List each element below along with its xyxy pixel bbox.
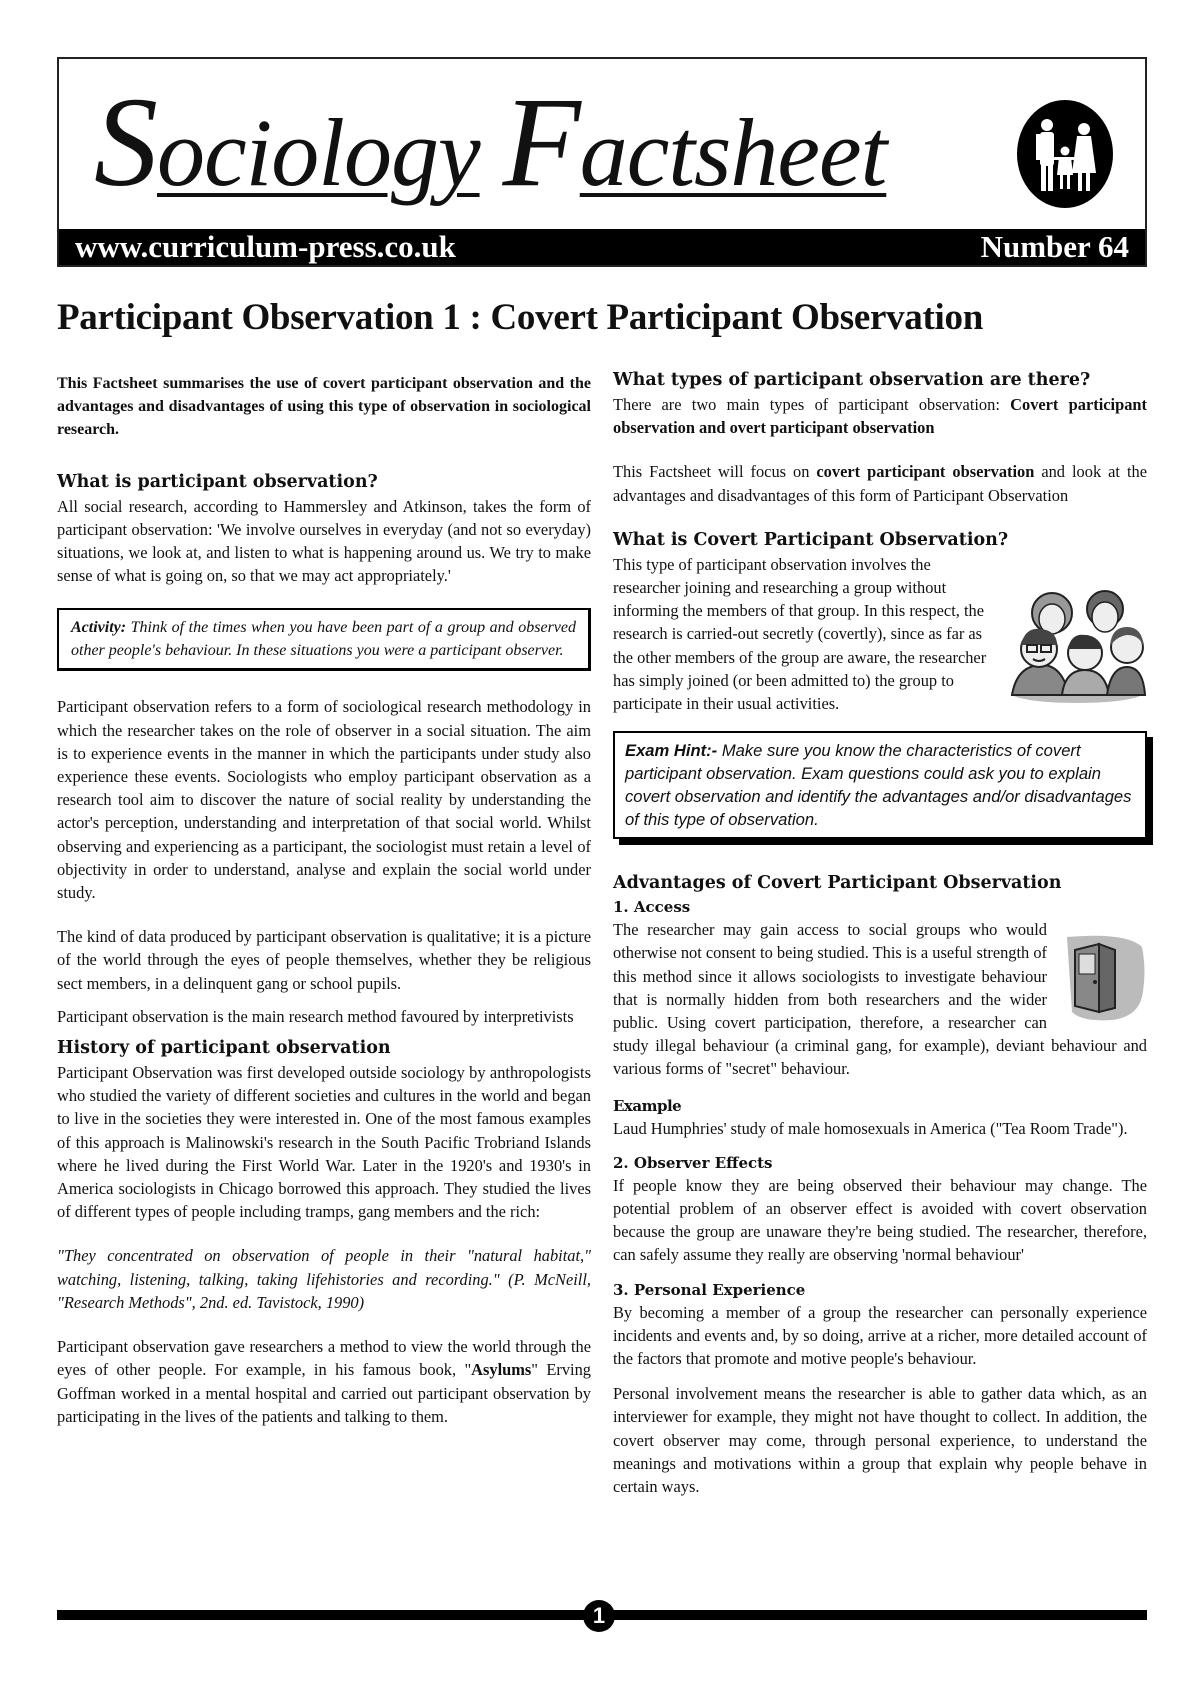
- activity-box: [57, 608, 591, 671]
- masthead-bar: [59, 229, 1145, 265]
- family-silhouette-icon: [1015, 99, 1115, 209]
- heading-types-of-po: What types of participant observation are there?: [613, 370, 1091, 390]
- focus-text-bold: covert participant observation: [816, 462, 1035, 482]
- website-link[interactable]: www.curriculum-press.co.uk: [75, 229, 456, 264]
- heading-example: Example: [613, 1096, 682, 1115]
- personal-experience-paragraph-1: By becoming a member of a group the researcher can personally experience incidents and events and, by so doing, arrive at a richer, more detailed account of the factors that promote and motive people's behaviour.: [613, 1302, 1147, 1369]
- personal-experience-paragraph-2: Personal involvement means the researcher is able to gather data which, as an interviewer for example, they might not have thought to collect. In addition, the covert observer may come, through personal experience, to understand the meanings and motivations within a group that explain why people behave in certain ways.: [613, 1384, 1147, 1497]
- issue-number: Number 64: [980, 229, 1129, 264]
- history-paragraph: Participant Observation was first developed outside sociology by anthropologists who studied the variety of different societies and cultures in the world and began to live in the societies they were interested in. One of the most famous examples of this approach is Malinowski's research in the South Pacific Trobriand Islands where he lived during the First World War. Later in the 1920's and 1930's in America sociologists in Chicago borrowed this approach. They studied the lives of different types of people including tramps, gang members and the rich:: [57, 1063, 591, 1222]
- access-paragraph: The researcher may gain access to social groups who would otherwise not consent to being studied. This is a useful strength of this method since it allows sociologists to investigate behaviour that is normally hidden from both researchers and the wider public. Using covert participation, therefore, a researcher can study illegal behaviour (a criminal gang, for example), deviant behaviour and various forms of "secret" behaviour.: [613, 920, 1147, 1079]
- data-kind-paragraph: The kind of data produced by participant observation is qualitative; it is a picture of the world through the eyes of people themselves, whether they be religious sect members, in a delinquent gang or school pupils.: [57, 927, 591, 993]
- logo-initial-s: S: [94, 71, 157, 213]
- logo-word-sociology: ociology: [157, 99, 480, 206]
- focus-text-pre: This Factsheet will focus on: [613, 462, 817, 482]
- heading-observer-effects: 2. Observer Effects: [613, 1153, 773, 1172]
- right-column: [613, 368, 1147, 1506]
- asylums-book-title: Asylums: [471, 1360, 532, 1380]
- goffman-text-post: " Erving Goffman worked in a mental hospital and carried out participant observation by participating in the lives of the patients and talking to them.: [57, 1360, 591, 1426]
- example-paragraph: Laud Humphries' study of male homosexuals in America ("Tea Room Trade").: [613, 1118, 1128, 1138]
- types-paragraph: [613, 393, 1147, 439]
- heading-history: History of participant observation: [57, 1038, 391, 1059]
- document-title: Participant Observation 1 : Covert Participant Observation: [57, 297, 983, 338]
- mcneill-quote: "They concentrated on observation of people in their "natural habitat," watching, listening, talking, taking lifehistories and recording." (P. McNeill, "Research Methods", 2nd. ed. Tavistock, 1990): [57, 1246, 591, 1312]
- heading-access: 1. Access: [613, 898, 691, 917]
- exam-hint-text: Make sure you know the characteristics of covert participant observation. Exam questions could ask you to explain covert observation and identify the advantages and/or disadvantages of this type of observation.: [625, 741, 1132, 830]
- heading-what-is-covert: What is Covert Participant Observation?: [613, 529, 1009, 550]
- goffman-text-pre: Participant observation gave researchers a method to view the world through the eyes of other people. For example, in his famous book, ": [57, 1337, 591, 1380]
- page-number-badge: 1: [583, 1600, 615, 1632]
- covert-definition-paragraph: This type of participant observation involves the researcher joining and researching a group without informing the members of that group. In this respect, the research is carried-out secretly (covertly), since as far as the other members of the group are aware, the researcher has simply joined (or been admitted to) the group to participate in their usual activities.: [613, 554, 987, 714]
- sociology-factsheet-logo: [94, 67, 886, 228]
- heading-what-is-participant-observation: What is participant observation?: [57, 471, 378, 492]
- exam-hint-box: [613, 731, 1147, 839]
- door-icon: [1057, 932, 1147, 1022]
- logo-initial-f: F: [502, 71, 580, 213]
- interpretivists-paragraph: Participant observation is the main research method favoured by interpretivists: [57, 1006, 574, 1026]
- focus-paragraph: [613, 460, 1147, 506]
- focus-text-post: and look at the advantages and disadvantages of this form of Participant Observation: [613, 462, 1147, 505]
- left-column: [57, 372, 591, 1449]
- heading-personal-experience: 3. Personal Experience: [613, 1280, 806, 1299]
- observer-effects-paragraph: If people know they are being observed their behaviour may change. The potential problem of an observer effect is avoided with covert observation because the group are unaware they're being studied. The researcher, therefore, can safely assume they really are observing 'normal behaviour': [613, 1175, 1147, 1265]
- types-text: There are two main types of participant observation:: [613, 395, 1011, 414]
- types-text-bold: Covert participant observation and overt participant observation: [613, 395, 1147, 438]
- goffman-paragraph: [57, 1335, 591, 1428]
- group-of-people-illustration-icon: [1007, 575, 1147, 705]
- heading-advantages: Advantages of Covert Participant Observation: [613, 873, 1062, 894]
- what-is-po-paragraph: All social research, according to Hammersley and Atkinson, takes the form of participant observation: 'We involve ourselves in everyday (and not so everyday) situations, we look at, and listen to what is happening around us. We try to make sense of what is going on, so that we may act appropriately.': [57, 496, 591, 586]
- exam-hint-label: Exam Hint:-: [625, 741, 718, 761]
- activity-text: Think of the times when you have been part of a group and observed other people's behaviour. In these situations you were a participant observer.: [71, 619, 576, 660]
- intro-summary: This Factsheet summarises the use of covert participant observation and the advantages and disadvantages of using this type of observation in sociological research.: [57, 375, 591, 439]
- activity-label: Activity:: [71, 619, 127, 637]
- logo-word-factsheet: actsheet: [579, 99, 887, 206]
- po-definition-paragraph: Participant observation refers to a form of sociological research methodology in which the researcher takes on the role of observer in a social situation. The aim is to experience events in the manner in which the participants under study also experience these events. Sociologists who employ participant observation as a research tool aim to discover the nature of social reality by understanding the actor's perception, understanding and interpretation of that social world. Whilst observing and experiencing as a participant, the sociologist must retain a level of objectivity in order to understand, analyse and explain the social world under study.: [57, 697, 591, 903]
- masthead: [57, 57, 1147, 267]
